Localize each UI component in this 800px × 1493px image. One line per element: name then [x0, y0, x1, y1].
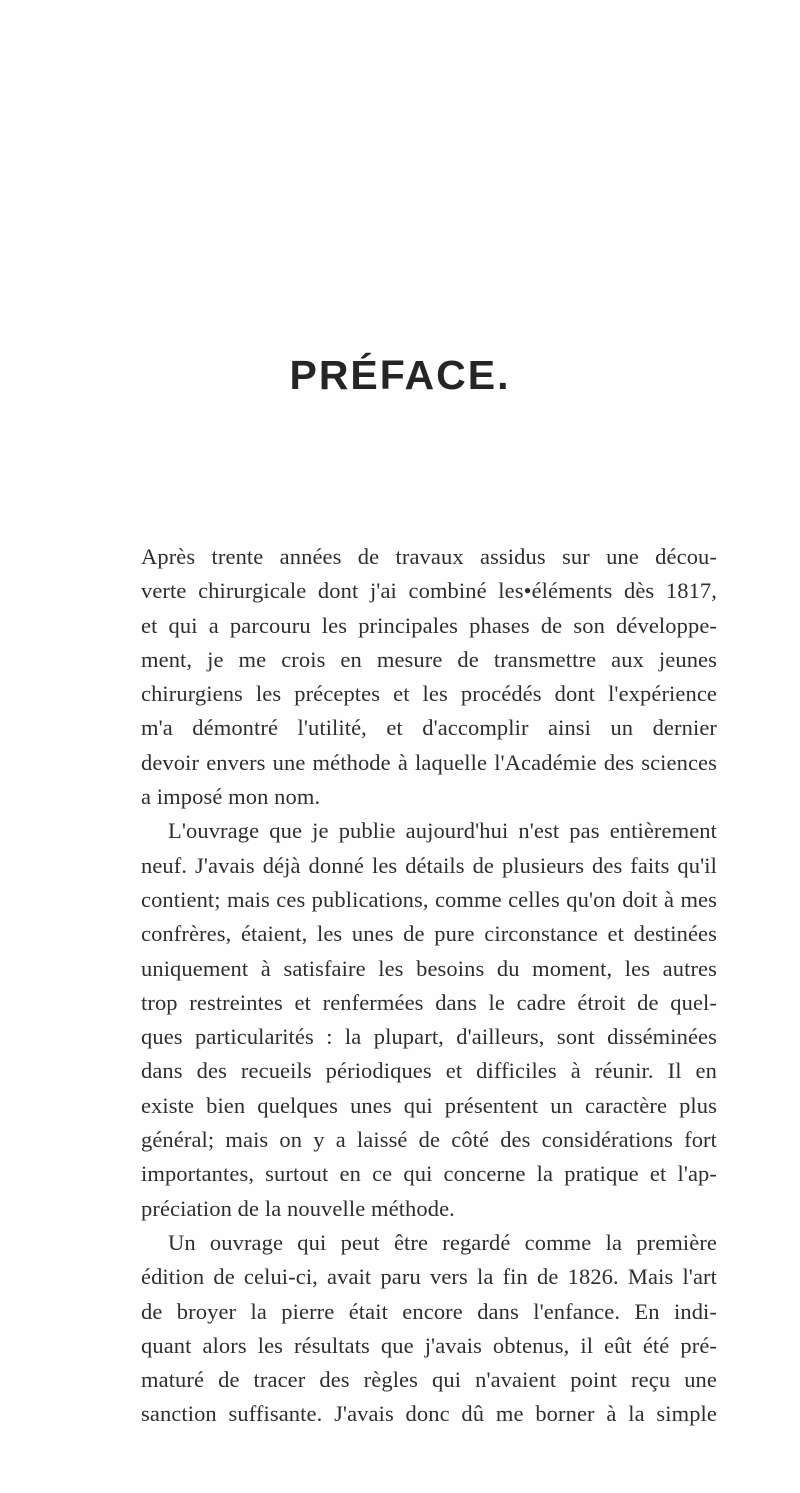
text-line: importantes, surtout en ce qui concerne la pratique et l'ap-: [141, 1161, 717, 1187]
text-line: Un ouvrage qui peut être regardé comme la première: [168, 1229, 717, 1255]
text-line: m'a démontré l'utilité, et d'accomplir ainsi un dernier: [141, 715, 717, 741]
text-line: existe bien quelques unes qui présentent un caractère plus: [141, 1092, 717, 1118]
text-line: préciation de la nouvelle méthode.: [141, 1195, 455, 1221]
text-line: Après trente années de travaux assidus sur une décou-: [141, 544, 717, 569]
text-line: confrères, étaient, les unes de pure circonstance et destinées: [141, 921, 717, 947]
text-line: chirurgiens les préceptes et les procédés dont l'expérience: [141, 681, 717, 707]
text-line: devoir envers une méthode à laquelle l'Académie des sciences: [141, 749, 717, 775]
text-line: édition de celui-ci, avait paru vers la fin de 1826. Mais l'art: [141, 1264, 717, 1290]
text-line: L'ouvrage que je publie aujourd'hui n'est pas entièrement: [168, 818, 717, 844]
text-line: et qui a parcouru les principales phases de son développe-: [141, 612, 717, 638]
text-line: neuf. J'avais déjà donné les détails de plusieurs des faits qu'il: [141, 852, 717, 878]
text-line: verte chirurgicale dont j'ai combiné les•éléments dès 1817,: [141, 578, 717, 604]
text-line: général; mais on y a laissé de côté des considérations fort: [141, 1127, 717, 1153]
text-line: contient; mais ces publications, comme celles qu'on doit à mes: [141, 886, 717, 912]
preface-body: [141, 540, 717, 1432]
text-line: sanction suffisante. J'avais donc dû me borner à la simple: [141, 1401, 717, 1427]
text-line: a imposé mon nom.: [141, 784, 321, 810]
page-title: PRÉFACE.: [289, 352, 511, 398]
text-line: maturé de tracer des règles qui n'avaient point reçu une: [141, 1367, 717, 1393]
text-line: dans des recueils périodiques et difficiles à réunir. Il en: [141, 1058, 717, 1084]
text-line: uniquement à satisfaire les besoins du moment, les autres: [141, 955, 717, 981]
text-line: quant alors les résultats que j'avais obtenus, il eût été pré-: [141, 1332, 717, 1358]
text-line: ques particularités : la plupart, d'ailleurs, sont disséminées: [141, 1024, 717, 1050]
text-line: ment, je me crois en mesure de transmettre aux jeunes: [141, 646, 717, 672]
text-line: de broyer la pierre était encore dans l'enfance. En indi-: [141, 1298, 717, 1324]
text-line: trop restreintes et renfermées dans le cadre étroit de quel-: [141, 989, 717, 1015]
